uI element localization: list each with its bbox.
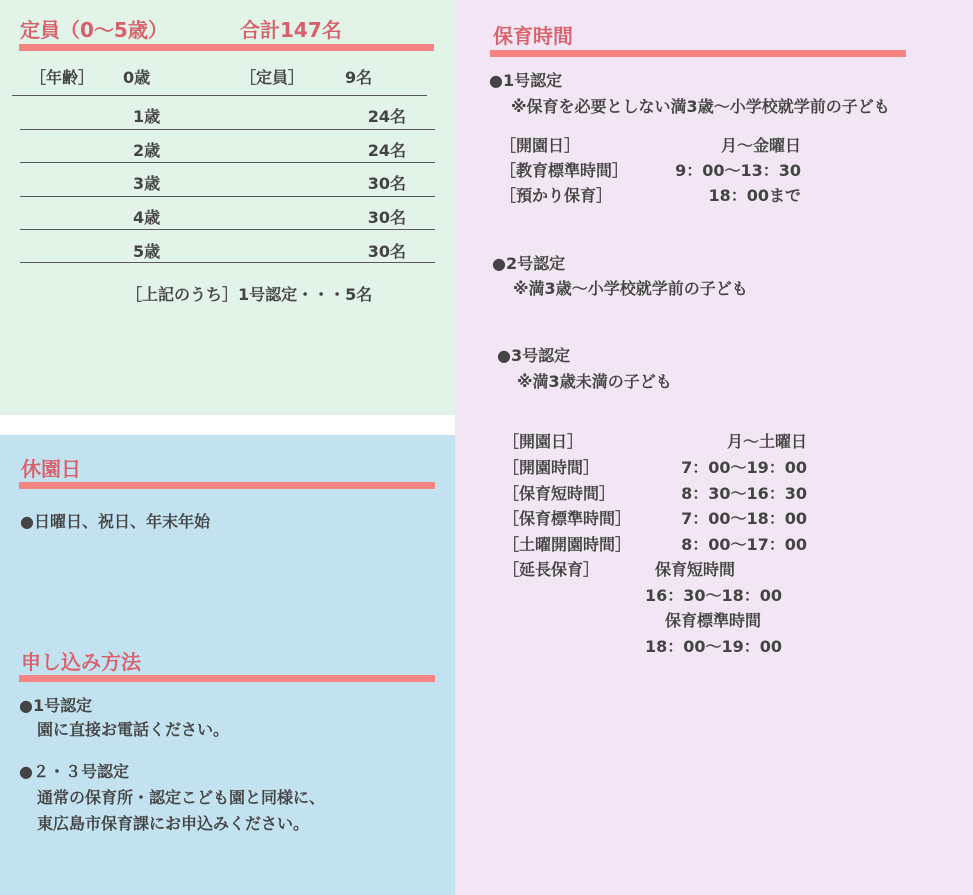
cert1-row-label: ［預かり保育］	[500, 186, 613, 205]
cert1-row-label: ［開園日］	[500, 136, 581, 155]
extended-standard-time: 18：00～19：00	[645, 637, 783, 656]
table-divider	[20, 196, 435, 197]
schedule-row-value: 月～土曜日	[726, 432, 807, 451]
table-divider	[20, 229, 435, 230]
schedule-row-label: ［土曜開園時間］	[503, 535, 632, 554]
cert3-note: ※満3歳未満の子ども	[517, 372, 672, 391]
apply-title-underline	[19, 675, 435, 682]
apply-cert23-text: 東広島市保育課にお申込みください。	[37, 814, 310, 833]
cert1-row-label: ［教育標準時間］	[500, 161, 629, 180]
capacity-note: ［上記のうち］1号認定・・・5名	[126, 285, 373, 304]
holidays-text: ●日曜日、祝日、年末年始	[20, 512, 210, 531]
table-divider	[20, 162, 435, 163]
hours-title-underline	[490, 50, 906, 57]
capacity-title: 定員（0～5歳）	[20, 18, 168, 42]
cert1-note: ※保育を必要としない満3歳～小学校就学前の子ども	[511, 97, 890, 116]
schedule-row-label: ［保育短時間］	[503, 484, 616, 503]
schedule-row-value: 7：00～18：00	[681, 509, 807, 528]
cert2-note: ※満3歳～小学校就学前の子ども	[513, 279, 748, 298]
extended-standard-label: 保育標準時間	[665, 611, 762, 630]
cert3-heading: ●3号認定	[497, 346, 571, 365]
holidays-title-underline	[19, 482, 435, 489]
capacity-column-label: ［定員］	[240, 68, 305, 87]
capacity-row-count: 9名	[345, 68, 373, 87]
capacity-row-count: 24名	[367, 107, 406, 126]
table-divider	[20, 129, 435, 130]
holidays-title: 休園日	[21, 457, 81, 481]
apply-cert1-heading: ●1号認定	[19, 696, 93, 715]
capacity-row-count: 30名	[367, 174, 406, 193]
table-divider	[12, 95, 427, 96]
extended-care-label: ［延長保育］	[503, 560, 600, 579]
age-column-label: ［年齢］	[30, 68, 95, 87]
cert1-row-value: 9：00～13：30	[675, 161, 801, 180]
capacity-row-age: 2歳	[133, 141, 161, 160]
capacity-row-age: 0歳	[123, 68, 151, 87]
holidays-panel	[0, 435, 455, 895]
schedule-row-value: 8：30～16：30	[681, 484, 807, 503]
apply-title: 申し込み方法	[21, 650, 141, 674]
hours-panel	[455, 0, 973, 895]
cert1-heading: ●1号認定	[489, 71, 563, 90]
schedule-row-value: 7：00～19：00	[681, 458, 807, 477]
schedule-row-label: ［開園日］	[503, 432, 584, 451]
schedule-row-label: ［開園時間］	[503, 458, 600, 477]
capacity-row-age: 3歳	[133, 174, 161, 193]
hours-title: 保育時間	[493, 24, 573, 48]
cert1-row-value: 月～金曜日	[720, 136, 801, 155]
capacity-total: 合計147名	[240, 18, 342, 42]
extended-short-label: 保育短時間	[655, 560, 736, 579]
capacity-row-age: 5歳	[133, 242, 161, 261]
cert2-heading: ●2号認定	[492, 254, 566, 273]
apply-cert23-text: 通常の保育所・認定こども園と同様に、	[37, 788, 326, 807]
capacity-row-count: 30名	[367, 242, 406, 261]
capacity-row-count: 24名	[367, 141, 406, 160]
capacity-panel	[0, 0, 455, 415]
cert1-row-value: 18：00まで	[708, 186, 801, 205]
capacity-row-age: 1歳	[133, 107, 161, 126]
capacity-row-age: 4歳	[133, 208, 161, 227]
schedule-row-label: ［保育標準時間］	[503, 509, 632, 528]
capacity-title-underline	[19, 44, 434, 51]
schedule-row-value: 8：00～17：00	[681, 535, 807, 554]
apply-cert1-text: 園に直接お電話ください。	[37, 720, 230, 739]
capacity-row-count: 30名	[367, 208, 406, 227]
table-divider	[20, 262, 435, 263]
extended-short-time: 16：30～18：00	[645, 586, 783, 605]
apply-cert23-heading: ●２・３号認定	[19, 762, 129, 781]
